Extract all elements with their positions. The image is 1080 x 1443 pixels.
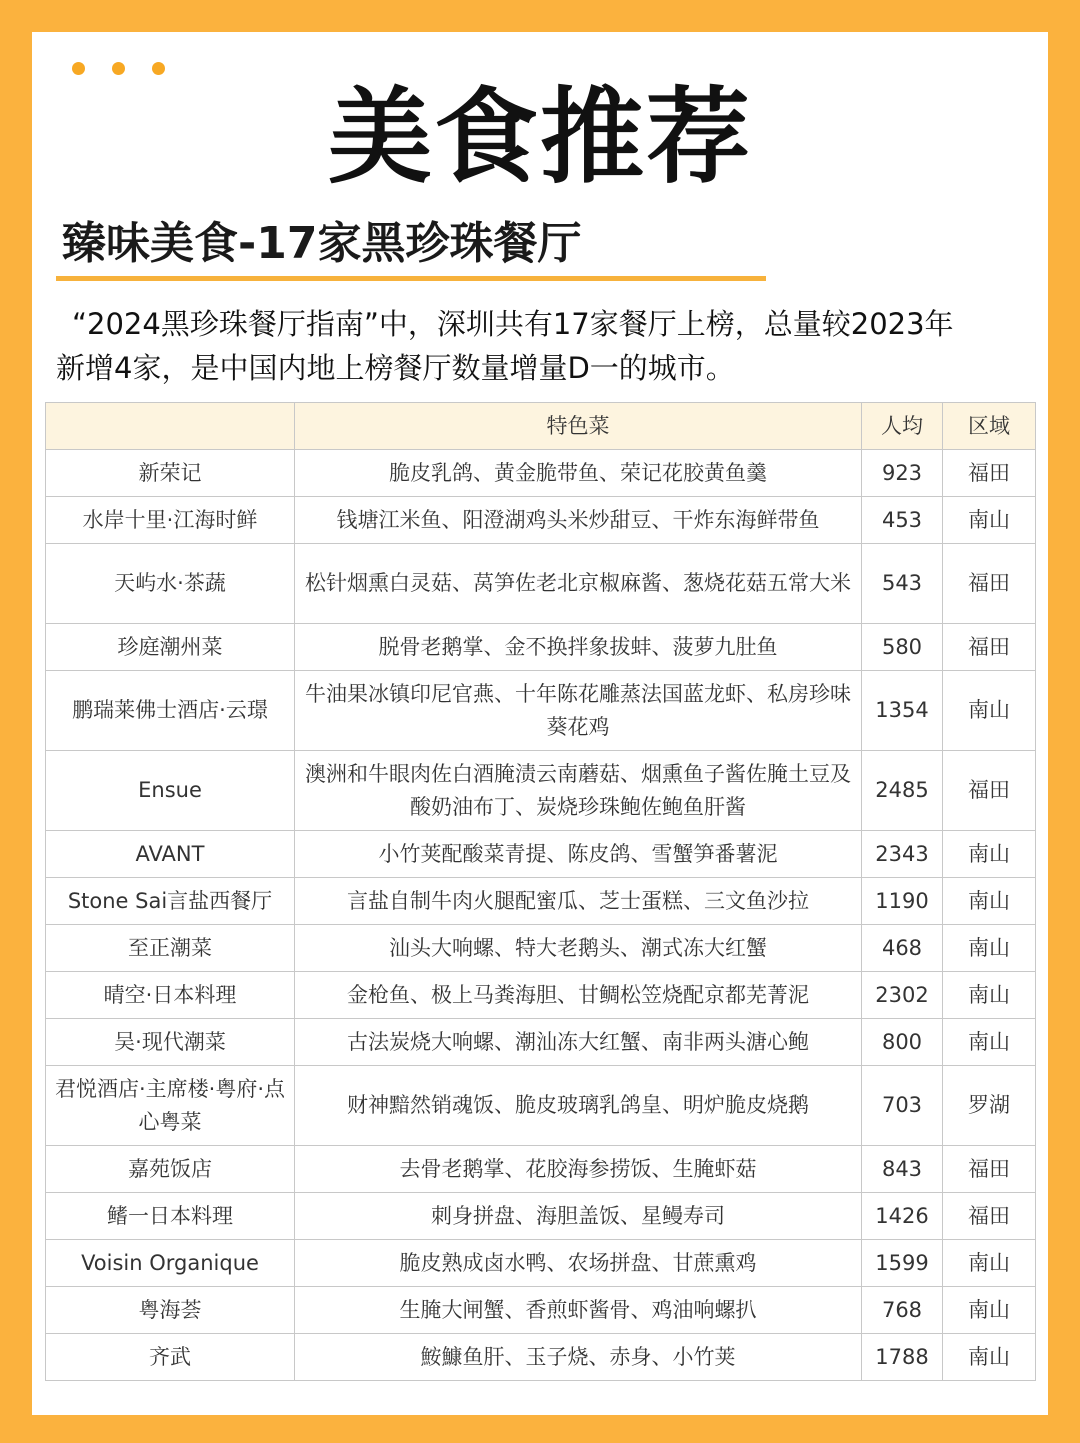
restaurant-name: 水岸十里·江海时鲜	[46, 497, 295, 544]
signature-dishes: 古法炭烧大响螺、潮汕冻大红蟹、南非两头溏心鲍	[295, 1019, 862, 1066]
table-row	[46, 1066, 1036, 1146]
restaurant-name: 齐武	[46, 1334, 295, 1381]
district: 南山	[943, 1019, 1036, 1066]
district: 福田	[943, 450, 1036, 497]
table-row	[46, 1193, 1036, 1240]
avg-price: 2302	[862, 972, 943, 1019]
restaurant-name: 吴·现代潮菜	[46, 1019, 295, 1066]
restaurant-table	[45, 402, 1036, 1381]
signature-dishes: 牛油果冰镇印尼官燕、十年陈花雕蒸法国蓝龙虾、私房珍味葵花鸡	[295, 671, 862, 751]
intro-line: “2024黑珍珠餐厅指南”中，深圳共有17家餐厅上榜，总量较2023年	[72, 307, 954, 341]
avg-price: 453	[862, 497, 943, 544]
avg-price: 543	[862, 544, 943, 624]
signature-dishes: 脱骨老鹅掌、金不换拌象拔蚌、菠萝九肚鱼	[295, 624, 862, 671]
signature-dishes: 小竹荚配酸菜青提、陈皮鸽、雪蟹笋番薯泥	[295, 831, 862, 878]
signature-dishes: 钱塘江米鱼、阳澄湖鸡头米炒甜豆、干炸东海鲜带鱼	[295, 497, 862, 544]
avg-price: 1599	[862, 1240, 943, 1287]
table-row	[46, 1240, 1036, 1287]
table-row	[46, 925, 1036, 972]
avg-price: 580	[862, 624, 943, 671]
restaurant-name: 天屿水·茶蔬	[46, 544, 295, 624]
signature-dishes: 脆皮熟成卤水鸭、农场拼盘、甘蔗熏鸡	[295, 1240, 862, 1287]
table-row	[46, 1146, 1036, 1193]
page-subtitle: 臻味美食-17家黑珍珠餐厅	[62, 218, 582, 269]
restaurant-name: Stone Sai言盐西餐厅	[46, 878, 295, 925]
restaurant-name: 粤海荟	[46, 1287, 295, 1334]
table-row	[46, 878, 1036, 925]
avg-price: 1426	[862, 1193, 943, 1240]
signature-dishes: 澳洲和牛眼肉佐白酒腌渍云南蘑菇、烟熏鱼子酱佐腌土豆及酸奶油布丁、炭烧珍珠鲍佐鲍鱼肝酱	[295, 751, 862, 831]
table-row	[46, 624, 1036, 671]
district: 福田	[943, 544, 1036, 624]
restaurant-name: 嘉苑饭店	[46, 1146, 295, 1193]
district: 南山	[943, 671, 1036, 751]
district: 南山	[943, 972, 1036, 1019]
district: 福田	[943, 751, 1036, 831]
avg-price: 2485	[862, 751, 943, 831]
content-card	[32, 32, 1048, 1415]
header-name	[46, 403, 295, 450]
district: 福田	[943, 1146, 1036, 1193]
avg-price: 923	[862, 450, 943, 497]
subtitle-underline	[56, 276, 766, 281]
avg-price: 768	[862, 1287, 943, 1334]
restaurant-name: 鳍一日本料理	[46, 1193, 295, 1240]
district: 南山	[943, 1287, 1036, 1334]
table-row	[46, 1019, 1036, 1066]
district: 南山	[943, 878, 1036, 925]
table-row	[46, 671, 1036, 751]
restaurant-name: 晴空·日本料理	[46, 972, 295, 1019]
signature-dishes: 刺身拼盘、海胆盖饭、星鳗寿司	[295, 1193, 862, 1240]
district: 福田	[943, 624, 1036, 671]
table-header-row	[46, 403, 1036, 450]
district: 南山	[943, 831, 1036, 878]
intro-line: 新增4家，是中国内地上榜餐厅数量增量D一的城市。	[56, 351, 735, 385]
restaurant-name: AVANT	[46, 831, 295, 878]
table-row	[46, 751, 1036, 831]
restaurant-name: 新荣记	[46, 450, 295, 497]
avg-price: 800	[862, 1019, 943, 1066]
avg-price: 468	[862, 925, 943, 972]
table-row	[46, 497, 1036, 544]
restaurant-name: Ensue	[46, 751, 295, 831]
signature-dishes: 脆皮乳鸽、黄金脆带鱼、荣记花胶黄鱼羹	[295, 450, 862, 497]
table-row	[46, 1287, 1036, 1334]
district: 南山	[943, 497, 1036, 544]
page-title: 美食推荐	[327, 76, 752, 198]
signature-dishes: 言盐自制牛肉火腿配蜜瓜、芝士蛋糕、三文鱼沙拉	[295, 878, 862, 925]
header-area: 区域	[943, 403, 1036, 450]
table-row	[46, 544, 1036, 624]
signature-dishes: 汕头大响螺、特大老鹅头、潮式冻大红蟹	[295, 925, 862, 972]
avg-price: 1788	[862, 1334, 943, 1381]
signature-dishes: 松针烟熏白灵菇、莴笋佐老北京椒麻酱、葱烧花菇五常大米	[295, 544, 862, 624]
avg-price: 703	[862, 1066, 943, 1146]
avg-price: 1190	[862, 878, 943, 925]
district: 福田	[943, 1193, 1036, 1240]
table-body	[46, 450, 1036, 1381]
signature-dishes: 生腌大闸蟹、香煎虾酱骨、鸡油响螺扒	[295, 1287, 862, 1334]
district: 南山	[943, 1334, 1036, 1381]
restaurant-name: 珍庭潮州菜	[46, 624, 295, 671]
table-row	[46, 972, 1036, 1019]
table-row	[46, 831, 1036, 878]
header-price: 人均	[862, 403, 943, 450]
intro-paragraph	[56, 302, 1026, 390]
table-row	[46, 1334, 1036, 1381]
restaurant-name: 至正潮菜	[46, 925, 295, 972]
signature-dishes: 鮟鱇鱼肝、玉子烧、赤身、小竹荚	[295, 1334, 862, 1381]
signature-dishes: 金枪鱼、极上马粪海胆、甘鲷松笠烧配京都芜菁泥	[295, 972, 862, 1019]
district: 南山	[943, 925, 1036, 972]
header-dishes: 特色菜	[295, 403, 862, 450]
avg-price: 2343	[862, 831, 943, 878]
restaurant-name: Voisin Organique	[46, 1240, 295, 1287]
avg-price: 1354	[862, 671, 943, 751]
signature-dishes: 去骨老鹅掌、花胶海参捞饭、生腌虾菇	[295, 1146, 862, 1193]
table-row	[46, 450, 1036, 497]
district: 南山	[943, 1240, 1036, 1287]
district: 罗湖	[943, 1066, 1036, 1146]
restaurant-name: 鹏瑞莱佛士酒店·云璟	[46, 671, 295, 751]
restaurant-name: 君悦酒店·主席楼·粤府·点心粤菜	[46, 1066, 295, 1146]
avg-price: 843	[862, 1146, 943, 1193]
signature-dishes: 财神黯然销魂饭、脆皮玻璃乳鸽皇、明炉脆皮烧鹅	[295, 1066, 862, 1146]
